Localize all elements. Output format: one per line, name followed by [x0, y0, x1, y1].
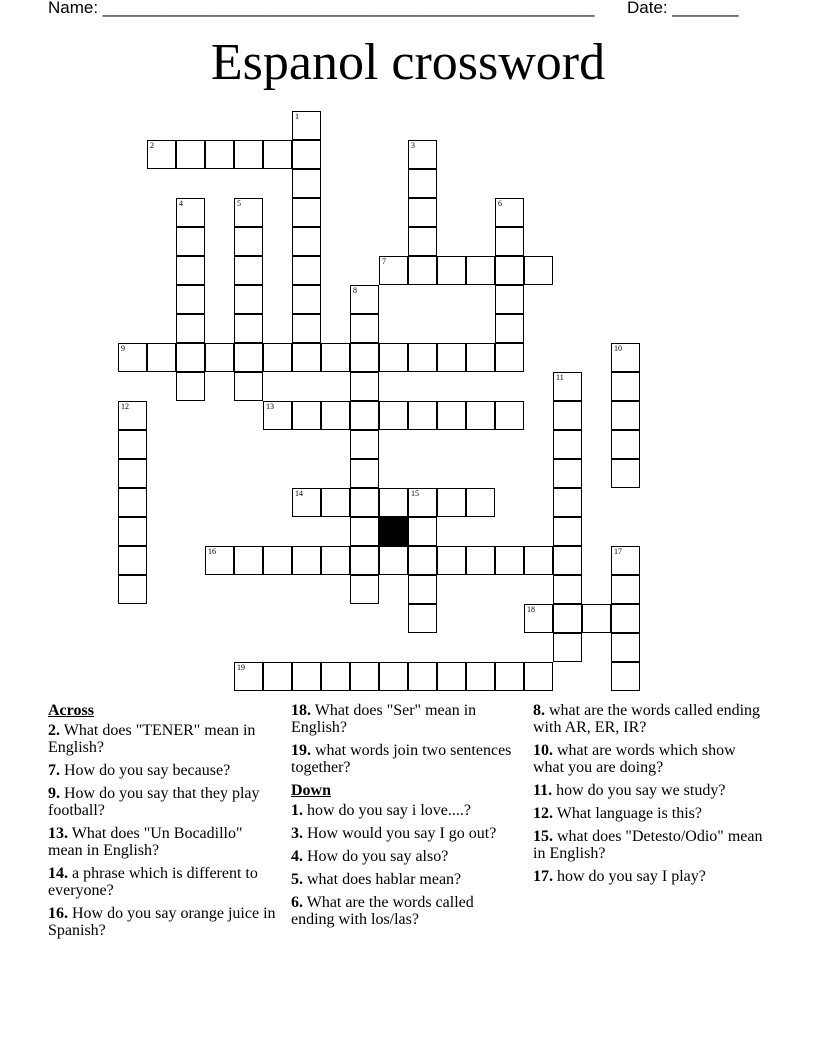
clue-text: What does "TENER" mean in English? [48, 722, 256, 756]
clue-text: What are the words called ending with los/las? [291, 894, 474, 928]
crossword-cell[interactable] [263, 662, 292, 691]
cell-number: 14 [295, 489, 303, 498]
crossword-cell[interactable] [205, 140, 234, 169]
crossword-cell[interactable] [176, 314, 205, 343]
down-clue [291, 825, 521, 842]
crossword-cell[interactable] [437, 401, 466, 430]
crossword-cell[interactable] [408, 343, 437, 372]
crossword-cell[interactable] [466, 662, 495, 691]
cell-number: 3 [411, 141, 415, 150]
crossword-cell[interactable] [553, 372, 582, 401]
crossword-cell[interactable] [379, 343, 408, 372]
crossword-cell[interactable] [205, 546, 234, 575]
crossword-cell[interactable] [437, 546, 466, 575]
clue-text: What language is this? [556, 805, 703, 822]
crossword-cell[interactable] [205, 343, 234, 372]
across-clue [291, 742, 521, 776]
clue-text: How would you say I go out? [307, 825, 497, 842]
crossword-cell[interactable] [408, 140, 437, 169]
crossword-cell[interactable] [234, 662, 263, 691]
down-clue [533, 742, 763, 776]
clue-text: How do you say because? [64, 762, 231, 779]
clue-text: what are the words called ending with AR, ER, IR? [533, 702, 761, 736]
clue-text: What does "Un Bocadillo" mean in English? [48, 825, 243, 859]
cell-number: 16 [208, 547, 216, 556]
crossword-cell[interactable] [437, 488, 466, 517]
clue-number: 16. [48, 905, 68, 922]
crossword-cell[interactable] [611, 401, 640, 430]
across-clue [48, 905, 278, 939]
clue-number: 1. [291, 802, 303, 819]
clue-text: how do you say I play? [557, 868, 706, 885]
crossword-cell[interactable] [611, 662, 640, 691]
down-clue [533, 782, 763, 799]
crossword-cell[interactable] [292, 343, 321, 372]
crossword-cell[interactable] [176, 140, 205, 169]
page-title: Espanol crossword [210, 34, 606, 91]
crossword-cell[interactable] [495, 227, 524, 256]
crossword-cell[interactable] [524, 662, 553, 691]
clue-number: 17. [533, 868, 553, 885]
clue-text: what does "Detesto/Odio" mean in English? [533, 828, 763, 862]
crossword-cell[interactable] [350, 517, 379, 546]
cell-number: 1 [295, 112, 299, 121]
crossword-cell[interactable] [553, 401, 582, 430]
crossword-cell[interactable] [118, 488, 147, 517]
clues-column-2 [291, 702, 521, 934]
clue-number: 5. [291, 871, 303, 888]
crossword-cell[interactable] [408, 401, 437, 430]
crossword-cell[interactable] [466, 256, 495, 285]
crossword-cell[interactable] [495, 285, 524, 314]
clue-text: How do you say also? [307, 848, 449, 865]
crossword-cell[interactable] [176, 198, 205, 227]
clue-number: 19. [291, 742, 311, 759]
across-clue [48, 785, 278, 819]
crossword-cell[interactable] [582, 604, 611, 633]
crossword-cell[interactable] [234, 372, 263, 401]
crossword-cell[interactable] [321, 488, 350, 517]
crossword-cell[interactable] [553, 604, 582, 633]
crossword-cell[interactable] [350, 372, 379, 401]
across-clue [48, 865, 278, 899]
clue-number: 18. [291, 702, 311, 719]
crossword-cell[interactable] [147, 140, 176, 169]
crossword-cell[interactable] [147, 343, 176, 372]
crossword-cell[interactable] [234, 198, 263, 227]
crossword-cell[interactable] [292, 111, 321, 140]
crossword-cell[interactable] [292, 488, 321, 517]
crossword-cell[interactable] [234, 227, 263, 256]
clue-text: what does hablar mean? [307, 871, 462, 888]
crossword-cell[interactable] [611, 343, 640, 372]
crossword-cell[interactable] [321, 343, 350, 372]
crossword-cell[interactable] [524, 256, 553, 285]
crossword-cell[interactable] [379, 401, 408, 430]
crossword-cell[interactable] [234, 314, 263, 343]
crossword-cell[interactable] [263, 546, 292, 575]
crossword-cell[interactable] [379, 546, 408, 575]
clue-text: how do you say i love....? [307, 802, 471, 819]
clue-number: 15. [533, 828, 553, 845]
clue-number: 4. [291, 848, 303, 865]
crossword-cell[interactable] [263, 343, 292, 372]
cell-number: 8 [353, 286, 357, 295]
crossword-cell[interactable] [466, 546, 495, 575]
crossword-cell[interactable] [379, 256, 408, 285]
crossword-cell[interactable] [379, 662, 408, 691]
crossword-cell[interactable] [495, 314, 524, 343]
cell-number: 18 [527, 605, 535, 614]
crossword-cell[interactable] [611, 575, 640, 604]
crossword-cell[interactable] [495, 256, 524, 285]
crossword-cell[interactable] [234, 256, 263, 285]
crossword-cell[interactable] [234, 285, 263, 314]
cell-number: 5 [237, 199, 241, 208]
crossword-cell[interactable] [234, 343, 263, 372]
clue-number: 6. [291, 894, 303, 911]
crossword-cell[interactable] [408, 169, 437, 198]
crossword-cell[interactable] [350, 343, 379, 372]
crossword-cell[interactable] [553, 459, 582, 488]
crossword-cell[interactable] [495, 401, 524, 430]
crossword-cell[interactable] [118, 546, 147, 575]
down-clue [291, 848, 521, 865]
crossword-cell[interactable] [553, 546, 582, 575]
crossword-cell[interactable] [553, 488, 582, 517]
crossword-cell[interactable] [350, 430, 379, 459]
clue-number: 2. [48, 722, 60, 739]
clue-text: how do you say we study? [556, 782, 726, 799]
crossword-cell[interactable] [408, 256, 437, 285]
crossword-cell[interactable] [495, 546, 524, 575]
crossword-cell[interactable] [553, 517, 582, 546]
crossword-cell[interactable] [292, 285, 321, 314]
crossword-cell[interactable] [176, 372, 205, 401]
crossword-cell[interactable] [350, 285, 379, 314]
across-clue [291, 702, 521, 736]
down-clue [533, 868, 763, 885]
crossword-cell[interactable] [524, 604, 553, 633]
crossword-cell[interactable] [292, 140, 321, 169]
cell-number: 13 [266, 402, 274, 411]
clue-text: what words join two sentences together? [291, 742, 512, 776]
down-clue [533, 828, 763, 862]
crossword-cell[interactable] [292, 169, 321, 198]
clue-text: How do you say that they play football? [48, 785, 260, 819]
clue-number: 14. [48, 865, 68, 882]
across-clue [48, 762, 278, 779]
crossword-cell[interactable] [176, 285, 205, 314]
crossword-cell[interactable] [234, 140, 263, 169]
cell-number: 15 [411, 489, 419, 498]
cell-number: 19 [237, 663, 245, 672]
crossword-cell[interactable] [408, 546, 437, 575]
crossword-cell[interactable] [466, 343, 495, 372]
crossword-cell[interactable] [437, 662, 466, 691]
clue-number: 9. [48, 785, 60, 802]
crossword-cell[interactable] [379, 488, 408, 517]
crossword-cell[interactable] [408, 488, 437, 517]
crossword-cell[interactable] [553, 575, 582, 604]
crossword-cell[interactable] [118, 401, 147, 430]
crossword-cell[interactable] [350, 459, 379, 488]
crossword-cell[interactable] [611, 604, 640, 633]
crossword-cell[interactable] [611, 546, 640, 575]
cell-number: 11 [556, 373, 564, 382]
crossword-cell[interactable] [553, 633, 582, 662]
crossword-cell[interactable] [234, 546, 263, 575]
crossword-cell[interactable] [524, 546, 553, 575]
across-clue [48, 825, 278, 859]
crossword-cell[interactable] [437, 256, 466, 285]
crossword-cell[interactable] [321, 546, 350, 575]
crossword-cell[interactable] [611, 430, 640, 459]
crossword-cell[interactable] [495, 198, 524, 227]
across-heading: Across [48, 702, 94, 719]
name-field-label: Name: ____________________________________________________ [48, 0, 595, 17]
clue-text: How do you say orange juice in Spanish? [48, 905, 276, 939]
across-clue [48, 722, 278, 756]
crossword-cell[interactable] [437, 343, 466, 372]
crossword-cell[interactable] [292, 256, 321, 285]
cell-number: 10 [614, 344, 622, 353]
crossword-cell[interactable] [176, 227, 205, 256]
crossword-cell[interactable] [292, 227, 321, 256]
clue-text: what are words which show what you are doing? [533, 742, 736, 776]
crossword-cell[interactable] [408, 604, 437, 633]
crossword-cell[interactable] [350, 662, 379, 691]
crossword-cell[interactable] [292, 198, 321, 227]
black-cell [379, 517, 408, 546]
down-clue [291, 802, 521, 819]
crossword-cell[interactable] [553, 430, 582, 459]
down-clue [291, 871, 521, 888]
date-field-label: Date: _______ [627, 0, 739, 17]
crossword-cell[interactable] [408, 227, 437, 256]
crossword-cell[interactable] [118, 343, 147, 372]
clue-number: 13. [48, 825, 68, 842]
crossword-cell[interactable] [466, 488, 495, 517]
cell-number: 7 [382, 257, 386, 266]
clue-text: What does "Ser" mean in English? [291, 702, 477, 736]
clue-number: 3. [291, 825, 303, 842]
crossword-cell[interactable] [292, 314, 321, 343]
crossword-cell[interactable] [495, 343, 524, 372]
crossword-cell[interactable] [263, 401, 292, 430]
clues-column-1 [48, 702, 278, 945]
crossword-cell[interactable] [321, 401, 350, 430]
crossword-cell[interactable] [611, 372, 640, 401]
clue-number: 8. [533, 702, 545, 719]
cell-number: 4 [179, 199, 183, 208]
crossword-cell[interactable] [263, 140, 292, 169]
down-clue [533, 805, 763, 822]
cell-number: 12 [121, 402, 129, 411]
crossword-cell[interactable] [408, 198, 437, 227]
crossword-cell[interactable] [350, 401, 379, 430]
down-heading: Down [291, 782, 332, 799]
cell-number: 9 [121, 344, 125, 353]
cell-number: 2 [150, 141, 154, 150]
clue-number: 11. [533, 782, 553, 799]
crossword-cell[interactable] [350, 575, 379, 604]
crossword-cell[interactable] [292, 546, 321, 575]
crossword-cell[interactable] [408, 575, 437, 604]
crossword-cell[interactable] [611, 633, 640, 662]
crossword-cell[interactable] [292, 401, 321, 430]
crossword-cell[interactable] [350, 546, 379, 575]
crossword-cell[interactable] [495, 662, 524, 691]
crossword-cell[interactable] [466, 401, 495, 430]
crossword-cell[interactable] [292, 662, 321, 691]
crossword-cell[interactable] [176, 256, 205, 285]
crossword-cell[interactable] [408, 517, 437, 546]
cell-number: 17 [614, 547, 622, 556]
clues-column-3 [533, 702, 763, 891]
crossword-cell[interactable] [408, 662, 437, 691]
clue-number: 10. [533, 742, 553, 759]
clue-number: 12. [533, 805, 553, 822]
crossword-cell[interactable] [350, 314, 379, 343]
crossword-cell[interactable] [176, 343, 205, 372]
crossword-cell[interactable] [118, 430, 147, 459]
crossword-cell[interactable] [321, 662, 350, 691]
down-clue [291, 894, 521, 928]
cell-number: 6 [498, 199, 502, 208]
crossword-cell[interactable] [118, 517, 147, 546]
crossword-cell[interactable] [118, 575, 147, 604]
clue-number: 7. [48, 762, 60, 779]
crossword-cell[interactable] [350, 488, 379, 517]
down-clue [533, 702, 763, 736]
clue-text: a phrase which is different to everyone? [48, 865, 258, 899]
crossword-cell[interactable] [118, 459, 147, 488]
crossword-cell[interactable] [611, 459, 640, 488]
